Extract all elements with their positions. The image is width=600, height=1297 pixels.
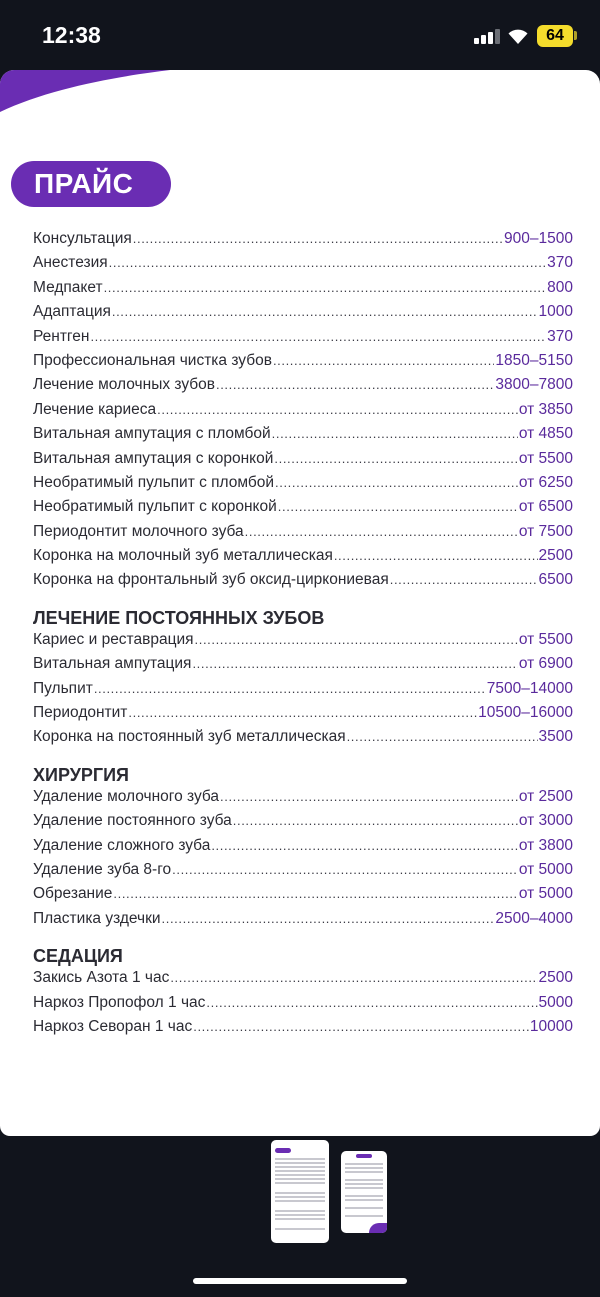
- service-name: Наркоз Пропофол 1 час: [33, 993, 206, 1011]
- thumbnail-page-1[interactable]: [271, 1140, 329, 1243]
- service-name: Удаление молочного зуба: [33, 787, 220, 805]
- wifi-icon: [506, 26, 530, 46]
- price-row: [33, 885, 573, 909]
- dot-leader: [109, 255, 546, 270]
- price-row: [33, 788, 573, 812]
- price-row: [33, 1018, 573, 1042]
- section-heading: ХИРУРГИЯ: [33, 764, 129, 785]
- thumbnail-page-2[interactable]: [341, 1151, 387, 1233]
- service-name: Рентген: [33, 327, 90, 345]
- dot-leader: [90, 329, 546, 344]
- service-price: от 3850: [518, 400, 573, 418]
- home-indicator[interactable]: [193, 1278, 407, 1284]
- dot-leader: [334, 548, 538, 563]
- service-name: Удаление сложного зуба: [33, 836, 211, 854]
- price-row: [33, 655, 573, 679]
- service-price: от 6500: [518, 498, 573, 516]
- price-row: [33, 523, 573, 547]
- service-price: 1850–5150: [495, 351, 573, 369]
- price-row: [33, 376, 573, 400]
- dot-leader: [233, 813, 518, 828]
- service-name: Витальная ампутация: [33, 655, 192, 673]
- service-name: Лечение кариеса: [33, 400, 157, 418]
- service-price: от 6250: [518, 473, 573, 491]
- service-price: 370: [547, 327, 573, 345]
- price-row: [33, 728, 573, 752]
- price-row: [33, 303, 573, 327]
- price-sheet[interactable]: [0, 70, 600, 1136]
- battery-tip-icon: [574, 31, 577, 40]
- service-price: 1000: [538, 303, 573, 321]
- dot-leader: [170, 970, 537, 985]
- dot-leader: [273, 353, 494, 368]
- dot-leader: [157, 402, 518, 417]
- price-list: [33, 230, 573, 1042]
- price-row: [33, 704, 573, 728]
- dot-leader: [128, 705, 477, 720]
- price-row: [33, 680, 573, 704]
- price-row: [33, 861, 573, 885]
- service-name: Удаление зуба 8-го: [33, 860, 172, 878]
- service-price: 3800–7800: [495, 376, 573, 394]
- service-name: Обрезание: [33, 885, 113, 903]
- dot-leader: [245, 524, 518, 539]
- service-price: от 5000: [518, 860, 573, 878]
- service-name: Пластика уздечки: [33, 909, 161, 927]
- dot-leader: [133, 231, 503, 246]
- service-price: от 5000: [518, 885, 573, 903]
- price-row: [33, 631, 573, 655]
- service-name: Периодонтит молочного зуба: [33, 522, 244, 540]
- cellular-signal-icon: [474, 28, 500, 44]
- price-row: [33, 450, 573, 474]
- dot-leader: [113, 886, 517, 901]
- service-name: Необратимый пульпит с коронкой: [33, 498, 277, 516]
- price-row: [33, 812, 573, 836]
- dot-leader: [278, 499, 518, 514]
- service-price: 6500: [538, 571, 573, 589]
- dot-leader: [192, 656, 517, 671]
- service-price: 5000: [538, 993, 573, 1011]
- service-name: Адаптация: [33, 303, 111, 321]
- service-name: Витальная ампутация с пломбой: [33, 425, 271, 443]
- price-row: [33, 969, 573, 993]
- service-price: 2500: [538, 547, 573, 565]
- corner-decoration-icon: [0, 70, 170, 112]
- dot-leader: [390, 572, 538, 587]
- clock: 12:38: [42, 22, 101, 48]
- service-name: Медпакет: [33, 278, 103, 296]
- status-bar: [0, 0, 600, 70]
- dot-leader: [162, 911, 495, 926]
- service-price: от 5500: [518, 449, 573, 467]
- dot-leader: [193, 1019, 529, 1034]
- price-row: [33, 994, 573, 1018]
- service-price: от 6900: [518, 655, 573, 673]
- dot-leader: [275, 475, 518, 490]
- price-row: [33, 547, 573, 571]
- service-name: Пульпит: [33, 679, 93, 697]
- service-name: Необратимый пульпит с пломбой: [33, 473, 275, 491]
- price-row: [33, 352, 573, 376]
- price-row: [33, 254, 573, 278]
- dot-leader: [172, 862, 518, 877]
- service-name: Коронка на постоянный зуб металлическая: [33, 728, 346, 746]
- price-row: [33, 498, 573, 522]
- dot-leader: [112, 304, 538, 319]
- service-price: 370: [547, 254, 573, 272]
- section-heading: ЛЕЧЕНИЕ ПОСТОЯННЫХ ЗУБОВ: [33, 607, 325, 628]
- section-heading: СЕДАЦИЯ: [33, 946, 123, 967]
- service-price: от 3800: [518, 836, 573, 854]
- dot-leader: [206, 995, 537, 1010]
- price-row: [33, 837, 573, 861]
- dot-leader: [272, 426, 518, 441]
- service-name: Профессиональная чистка зубов: [33, 351, 272, 369]
- page-title: ПРАЙС: [11, 161, 171, 207]
- service-price: 2500: [538, 969, 573, 987]
- dot-leader: [211, 838, 518, 853]
- dot-leader: [347, 729, 538, 744]
- service-price: 10000: [529, 1017, 573, 1035]
- service-name: Коронка на молочный зуб металлическая: [33, 547, 333, 565]
- service-name: Удаление постоянного зуба: [33, 812, 232, 830]
- price-row: [33, 425, 573, 449]
- service-price: 800: [547, 278, 573, 296]
- service-name: Витальная ампутация с коронкой: [33, 449, 274, 467]
- service-name: Кариес и реставрация: [33, 630, 194, 648]
- price-row: [33, 571, 573, 595]
- service-price: от 5500: [518, 630, 573, 648]
- service-price: от 4850: [518, 425, 573, 443]
- service-price: 7500–14000: [486, 679, 573, 697]
- dot-leader: [274, 451, 517, 466]
- service-name: Консультация: [33, 230, 132, 247]
- dot-leader: [104, 280, 547, 295]
- battery-indicator: 64: [537, 25, 573, 47]
- dot-leader: [216, 377, 494, 392]
- service-name: Закись Азота 1 час: [33, 969, 170, 987]
- service-price: 10500–16000: [478, 704, 573, 722]
- service-price: от 3000: [518, 812, 573, 830]
- service-name: Анестезия: [33, 254, 108, 272]
- service-price: 900–1500: [504, 230, 573, 247]
- price-row: [33, 474, 573, 498]
- service-name: Лечение молочных зубов: [33, 376, 215, 394]
- price-row: [33, 328, 573, 352]
- dot-leader: [94, 681, 486, 696]
- service-name: Коронка на фронтальный зуб оксид-циркониевая: [33, 571, 389, 589]
- service-price: 2500–4000: [495, 909, 573, 927]
- price-row: [33, 230, 573, 254]
- dot-leader: [220, 789, 518, 804]
- price-row: [33, 910, 573, 934]
- dot-leader: [195, 632, 518, 647]
- service-price: от 2500: [518, 787, 573, 805]
- page-thumbnails: [0, 1140, 600, 1245]
- service-price: 3500: [538, 728, 573, 746]
- service-price: от 7500: [518, 522, 573, 540]
- service-name: Периодонтит: [33, 704, 128, 722]
- service-name: Наркоз Севоран 1 час: [33, 1017, 193, 1035]
- price-row: [33, 401, 573, 425]
- price-row: [33, 279, 573, 303]
